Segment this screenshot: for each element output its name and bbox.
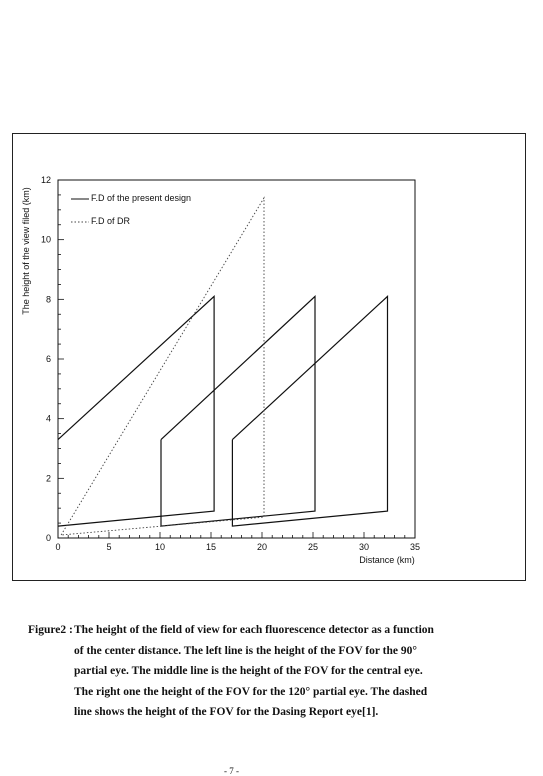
caption-label: Figure2 : (28, 624, 73, 636)
x-tick-label: 20 (256, 542, 268, 552)
y-tick-label: 0 (45, 533, 51, 543)
axis-ticks (41, 175, 420, 552)
figure-frame (12, 133, 526, 581)
x-tick-label: 15 (205, 542, 217, 552)
height-vs-distance-chart (13, 134, 527, 582)
fov-line-3 (232, 296, 387, 526)
legend-label-dr: F.D of DR (91, 216, 131, 226)
y-tick-label: 6 (45, 354, 51, 364)
y-tick-label: 2 (45, 473, 51, 484)
dr-fov-line-1 (61, 198, 264, 535)
y-tick-label: 10 (40, 234, 51, 245)
x-tick-label: 5 (106, 542, 112, 552)
plot-area (58, 180, 415, 538)
y-tick-label: 4 (45, 413, 51, 424)
y-axis-label: The height of the view filed (km) (21, 187, 31, 315)
caption-text: The height of the field of view for each fluorescence detector as a function of the center distance. The left line is the height of the FOV for the 90° partial eye. The middle line is the height of the FOV for the central eye. The right one the height of the FOV for the 120° partial eye. The dashed line shows the height of the FOV for the Dasing Report eye[1]. (74, 624, 434, 718)
x-tick-label: 35 (409, 542, 421, 552)
y-tick-label: 8 (45, 294, 51, 305)
series-layer (58, 198, 388, 535)
page-number: - 7 - (224, 766, 239, 776)
x-tick-label: 30 (358, 542, 370, 552)
x-tick-label: 10 (154, 542, 166, 552)
legend-label-present-design: F.D of the present design (91, 193, 192, 203)
x-tick-label: 25 (307, 542, 319, 552)
x-axis-label: Distance (km) (359, 555, 415, 565)
x-tick-label: 0 (55, 542, 61, 552)
y-tick-label: 12 (40, 175, 51, 185)
legend (71, 193, 191, 226)
